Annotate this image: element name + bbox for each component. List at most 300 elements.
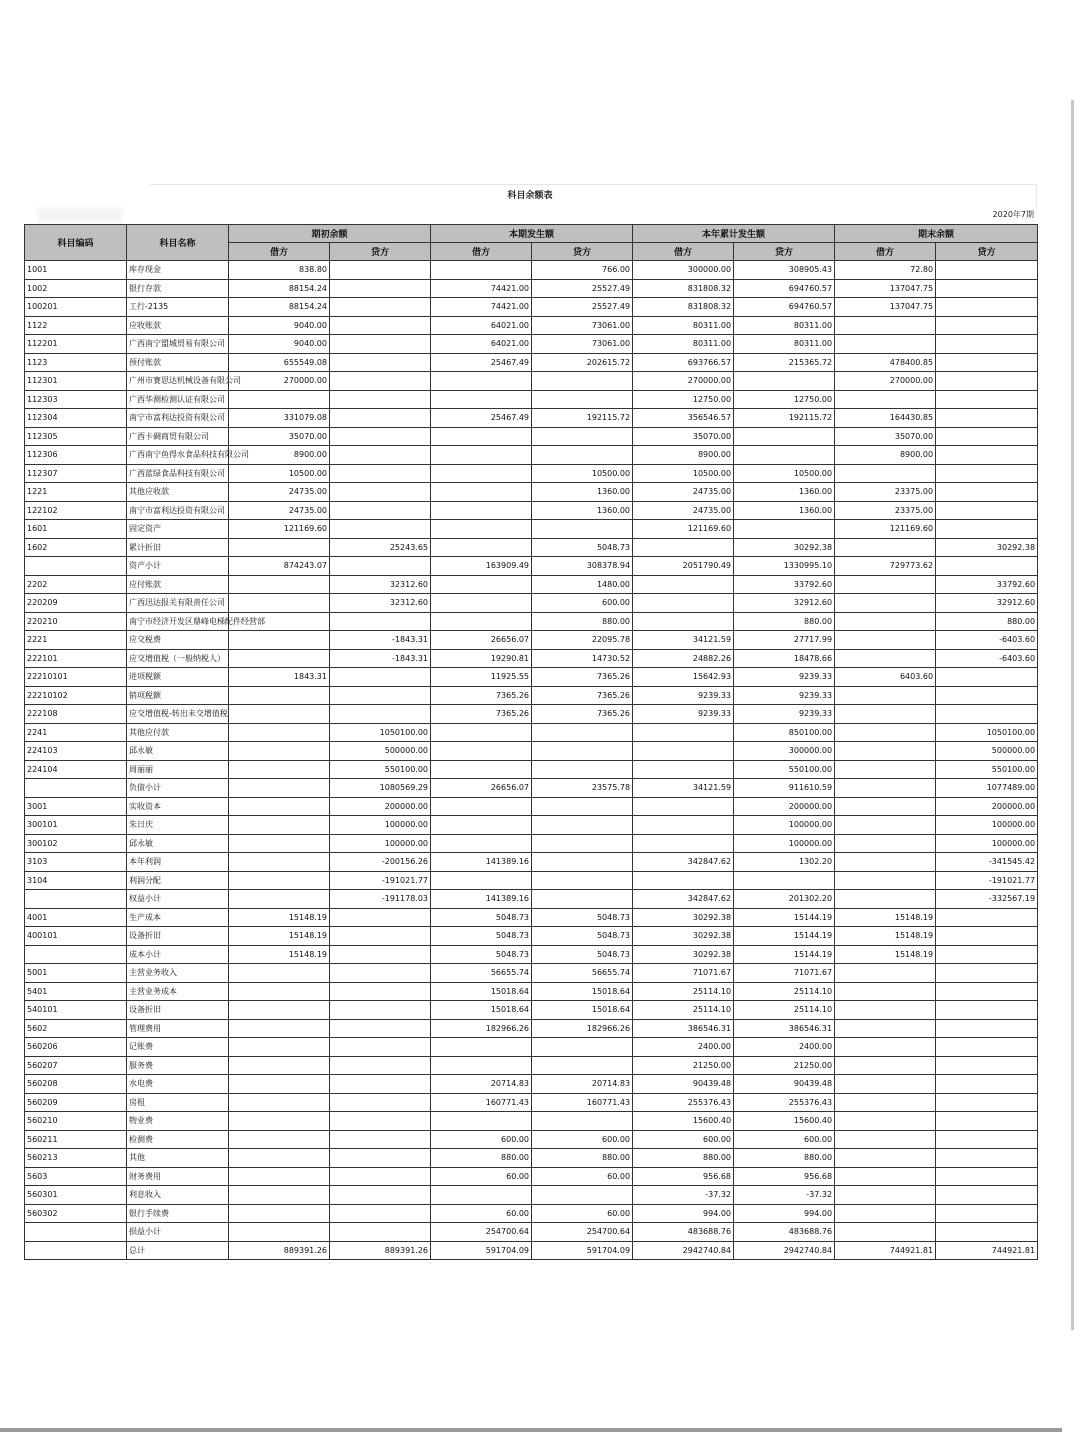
cell-closing-credit <box>936 1093 1038 1112</box>
cell-closing-debit <box>835 853 936 872</box>
cell-name: 广西蓝绿食品科技有限公司 <box>127 464 229 483</box>
table-row <box>25 298 1038 317</box>
cell-opening-credit: 100000.00 <box>330 816 431 835</box>
cell-period-debit: 56655.74 <box>431 964 532 983</box>
cell-ytd-debit: -37.32 <box>633 1186 734 1205</box>
cell-code: 1002 <box>25 279 127 298</box>
cell-period-debit: 60.00 <box>431 1204 532 1223</box>
cell-code: 112307 <box>25 464 127 483</box>
cell-opening-credit: -1843.31 <box>330 631 431 650</box>
cell-closing-credit <box>936 353 1038 372</box>
header-debit: 借方 <box>633 243 734 261</box>
cell-opening-debit <box>229 1204 330 1223</box>
cell-name: 应收账款 <box>127 316 229 335</box>
cell-period-credit: 1360.00 <box>532 483 633 502</box>
cell-name: 负债小计 <box>127 779 229 798</box>
cell-period-debit <box>431 575 532 594</box>
cell-period-credit <box>532 446 633 465</box>
table-row <box>25 335 1038 354</box>
cell-closing-credit: 1050100.00 <box>936 723 1038 742</box>
cell-ytd-debit: 34121.59 <box>633 779 734 798</box>
cell-name: 损益小计 <box>127 1223 229 1242</box>
cell-period-credit <box>532 1112 633 1131</box>
table-row <box>25 723 1038 742</box>
cell-ytd-debit: 90439.48 <box>633 1075 734 1094</box>
cell-closing-credit: 33792.60 <box>936 575 1038 594</box>
cell-code: 300102 <box>25 834 127 853</box>
cell-period-credit <box>532 834 633 853</box>
table-row <box>25 409 1038 428</box>
cell-ytd-credit: 880.00 <box>734 612 835 631</box>
cell-opening-credit <box>330 427 431 446</box>
cell-opening-credit <box>330 316 431 335</box>
cell-period-debit <box>431 723 532 742</box>
cell-code: 4001 <box>25 908 127 927</box>
cell-name: 广西华测检测认证有限公司 <box>127 390 229 409</box>
cell-opening-credit <box>330 1001 431 1020</box>
cell-ytd-credit: 80311.00 <box>734 335 835 354</box>
table-row <box>25 501 1038 520</box>
cell-name: 广西迅达报关有限责任公司 <box>127 594 229 613</box>
cell-period-credit: 1480.00 <box>532 575 633 594</box>
cell-ytd-credit: 850100.00 <box>734 723 835 742</box>
cell-period-credit: 600.00 <box>532 594 633 613</box>
cell-opening-credit <box>330 1019 431 1038</box>
cell-closing-debit <box>835 1001 936 1020</box>
table-row <box>25 890 1038 909</box>
cell-closing-debit <box>835 390 936 409</box>
cell-name: 南宁市富利达投资有限公司 <box>127 501 229 520</box>
cell-ytd-credit: 694760.57 <box>734 298 835 317</box>
cell-closing-debit: 72.80 <box>835 261 936 280</box>
cell-name: 应付账款 <box>127 575 229 594</box>
cell-opening-debit: 24735.00 <box>229 501 330 520</box>
cell-period-debit: 15018.64 <box>431 1001 532 1020</box>
cell-opening-debit <box>229 686 330 705</box>
cell-period-debit <box>431 871 532 890</box>
cell-name: 广西卡碉商贸有限公司 <box>127 427 229 446</box>
cell-closing-credit <box>936 279 1038 298</box>
table-row <box>25 1186 1038 1205</box>
cell-name: 应交税费 <box>127 631 229 650</box>
cell-opening-debit <box>229 742 330 761</box>
cell-name: 销项税额 <box>127 686 229 705</box>
cell-name: 其他应收款 <box>127 483 229 502</box>
cell-ytd-debit <box>633 723 734 742</box>
header-debit: 借方 <box>835 243 936 261</box>
table-row <box>25 538 1038 557</box>
table-row <box>25 668 1038 687</box>
cell-closing-debit <box>835 760 936 779</box>
cell-period-debit: 60.00 <box>431 1167 532 1186</box>
cell-period-debit: 254700.64 <box>431 1223 532 1242</box>
cell-code <box>25 1223 127 1242</box>
cell-name: 本年利润 <box>127 853 229 872</box>
cell-period-debit: 141389.16 <box>431 890 532 909</box>
cell-opening-credit <box>330 1056 431 1075</box>
cell-ytd-credit: 956.68 <box>734 1167 835 1186</box>
table-row <box>25 686 1038 705</box>
cell-period-credit <box>532 427 633 446</box>
table-row <box>25 1204 1038 1223</box>
cell-closing-debit: 137047.75 <box>835 298 936 317</box>
cell-opening-credit <box>330 1075 431 1094</box>
cell-period-debit <box>431 372 532 391</box>
cell-opening-debit: 15148.19 <box>229 908 330 927</box>
cell-ytd-debit <box>633 575 734 594</box>
cell-period-credit: 1360.00 <box>532 501 633 520</box>
cell-closing-credit: 30292.38 <box>936 538 1038 557</box>
cell-opening-debit <box>229 705 330 724</box>
cell-closing-debit <box>835 594 936 613</box>
cell-name: 银行存款 <box>127 279 229 298</box>
cell-code: 112305 <box>25 427 127 446</box>
cell-code: 220209 <box>25 594 127 613</box>
cell-period-credit: 60.00 <box>532 1204 633 1223</box>
cell-closing-debit <box>835 1223 936 1242</box>
cell-period-credit: 7365.26 <box>532 705 633 724</box>
cell-period-credit: 880.00 <box>532 1149 633 1168</box>
cell-closing-credit <box>936 446 1038 465</box>
cell-closing-credit: -191021.77 <box>936 871 1038 890</box>
cell-ytd-credit: 1360.00 <box>734 483 835 502</box>
cell-opening-credit <box>330 705 431 724</box>
table-row <box>25 1112 1038 1131</box>
cell-period-credit: 56655.74 <box>532 964 633 983</box>
cell-ytd-credit: 386546.31 <box>734 1019 835 1038</box>
cell-code: 224103 <box>25 742 127 761</box>
cell-opening-credit <box>330 1130 431 1149</box>
cell-code: 5401 <box>25 982 127 1001</box>
cell-ytd-credit: 100000.00 <box>734 816 835 835</box>
cell-opening-credit: 1080569.29 <box>330 779 431 798</box>
cell-ytd-credit: 10500.00 <box>734 464 835 483</box>
cell-ytd-debit: 831808.32 <box>633 298 734 317</box>
table-row <box>25 520 1038 539</box>
cell-period-debit: 15018.64 <box>431 982 532 1001</box>
cell-opening-credit <box>330 1167 431 1186</box>
cell-opening-credit <box>330 964 431 983</box>
cell-period-credit <box>532 1186 633 1205</box>
cell-period-credit: 7365.26 <box>532 668 633 687</box>
cell-name: 水电费 <box>127 1075 229 1094</box>
cell-code: 560213 <box>25 1149 127 1168</box>
cell-closing-debit <box>835 335 936 354</box>
table-row <box>25 797 1038 816</box>
cell-closing-debit <box>835 723 936 742</box>
cell-name: 库存现金 <box>127 261 229 280</box>
cell-name: 广西南宁鱼得水食品科技有限公司 <box>127 446 229 465</box>
cell-closing-credit <box>936 1149 1038 1168</box>
cell-opening-debit <box>229 575 330 594</box>
cell-period-debit: 5048.73 <box>431 945 532 964</box>
cell-ytd-debit: 270000.00 <box>633 372 734 391</box>
cell-opening-credit <box>330 464 431 483</box>
cell-code <box>25 557 127 576</box>
cell-ytd-credit: 33792.60 <box>734 575 835 594</box>
cell-opening-credit: -191178.03 <box>330 890 431 909</box>
cell-ytd-credit <box>734 446 835 465</box>
cell-closing-credit <box>936 927 1038 946</box>
cell-ytd-credit: 1302.20 <box>734 853 835 872</box>
cell-opening-debit <box>229 538 330 557</box>
cell-code: 100201 <box>25 298 127 317</box>
cell-opening-debit: 9040.00 <box>229 335 330 354</box>
header-period-amount: 本期发生额 <box>431 225 633 243</box>
cell-code: 122102 <box>25 501 127 520</box>
table-row <box>25 261 1038 280</box>
cell-ytd-credit: 694760.57 <box>734 279 835 298</box>
cell-period-credit <box>532 816 633 835</box>
cell-closing-debit <box>835 649 936 668</box>
cell-period-credit: 5048.73 <box>532 927 633 946</box>
table-row <box>25 1038 1038 1057</box>
cell-ytd-debit: 21250.00 <box>633 1056 734 1075</box>
cell-closing-debit: 35070.00 <box>835 427 936 446</box>
cell-name: 管理费用 <box>127 1019 229 1038</box>
table-row <box>25 1001 1038 1020</box>
cell-opening-debit <box>229 1001 330 1020</box>
cell-period-credit <box>532 853 633 872</box>
cell-closing-debit: 23375.00 <box>835 483 936 502</box>
cell-opening-credit <box>330 520 431 539</box>
cell-opening-credit: -1843.31 <box>330 649 431 668</box>
cell-code: 560210 <box>25 1112 127 1131</box>
cell-ytd-credit: 15144.19 <box>734 908 835 927</box>
cell-opening-credit: -191021.77 <box>330 871 431 890</box>
cell-closing-debit <box>835 797 936 816</box>
cell-ytd-credit: 12750.00 <box>734 390 835 409</box>
cell-opening-debit: 838.80 <box>229 261 330 280</box>
cell-period-debit: 7365.26 <box>431 705 532 724</box>
header-credit: 贷方 <box>532 243 633 261</box>
cell-period-debit: 7365.26 <box>431 686 532 705</box>
table-row <box>25 779 1038 798</box>
cell-closing-credit: 880.00 <box>936 612 1038 631</box>
cell-period-debit <box>431 390 532 409</box>
cell-ytd-credit <box>734 372 835 391</box>
cell-name: 预付账款 <box>127 353 229 372</box>
cell-closing-credit: -332567.19 <box>936 890 1038 909</box>
cell-closing-credit: 500000.00 <box>936 742 1038 761</box>
cell-opening-debit <box>229 834 330 853</box>
cell-opening-debit: 8900.00 <box>229 446 330 465</box>
cell-name: 工行-2135 <box>127 298 229 317</box>
cell-closing-credit: 744921.81 <box>936 1241 1038 1260</box>
cell-name: 总计 <box>127 1241 229 1260</box>
cell-period-credit: 22095.78 <box>532 631 633 650</box>
cell-closing-debit <box>835 982 936 1001</box>
cell-closing-debit: 6403.60 <box>835 668 936 687</box>
cell-opening-credit: 25243.65 <box>330 538 431 557</box>
cell-ytd-credit: 15600.40 <box>734 1112 835 1131</box>
table-row <box>25 853 1038 872</box>
table-row <box>25 316 1038 335</box>
cell-code: 1123 <box>25 353 127 372</box>
cell-code: 112303 <box>25 390 127 409</box>
cell-ytd-debit: 9239.33 <box>633 686 734 705</box>
table-row <box>25 575 1038 594</box>
cell-period-credit: 15018.64 <box>532 982 633 1001</box>
cell-closing-debit <box>835 538 936 557</box>
cell-ytd-credit: 21250.00 <box>734 1056 835 1075</box>
cell-closing-debit: 478400.85 <box>835 353 936 372</box>
cell-period-debit <box>431 742 532 761</box>
cell-closing-credit: 100000.00 <box>936 834 1038 853</box>
table-header <box>25 225 1038 261</box>
table-row <box>25 816 1038 835</box>
cell-opening-debit <box>229 1223 330 1242</box>
cell-opening-debit: 655549.08 <box>229 353 330 372</box>
cell-closing-debit <box>835 1019 936 1038</box>
cell-period-debit <box>431 1112 532 1131</box>
cell-code <box>25 890 127 909</box>
cell-period-debit <box>431 483 532 502</box>
cell-name: 南宁市经济开发区鼎峰电梯配件经营部 <box>127 612 229 631</box>
cell-name: 设备折旧 <box>127 1001 229 1020</box>
cell-closing-credit <box>936 390 1038 409</box>
cell-opening-debit: 24735.00 <box>229 483 330 502</box>
cell-ytd-debit: 994.00 <box>633 1204 734 1223</box>
cell-ytd-credit: 2400.00 <box>734 1038 835 1057</box>
cell-ytd-debit: 831808.32 <box>633 279 734 298</box>
cell-period-debit: 5048.73 <box>431 908 532 927</box>
cell-opening-credit <box>330 945 431 964</box>
cell-opening-debit: 15148.19 <box>229 927 330 946</box>
table-row <box>25 1241 1038 1260</box>
cell-period-credit: 10500.00 <box>532 464 633 483</box>
cell-ytd-debit: 71071.67 <box>633 964 734 983</box>
cell-closing-credit <box>936 464 1038 483</box>
cell-period-credit: 73061.00 <box>532 335 633 354</box>
cell-ytd-credit: 994.00 <box>734 1204 835 1223</box>
cell-name: 南宁市富利达投资有限公司 <box>127 409 229 428</box>
cell-ytd-credit: -37.32 <box>734 1186 835 1205</box>
cell-closing-credit <box>936 298 1038 317</box>
cell-closing-credit <box>936 316 1038 335</box>
cell-period-debit <box>431 261 532 280</box>
cell-ytd-credit <box>734 871 835 890</box>
cell-period-credit: 5048.73 <box>532 538 633 557</box>
cell-name: 其他 <box>127 1149 229 1168</box>
cell-period-debit: 19290.81 <box>431 649 532 668</box>
cell-closing-credit <box>936 1167 1038 1186</box>
cell-period-credit: 20714.83 <box>532 1075 633 1094</box>
cell-opening-debit <box>229 1019 330 1038</box>
cell-period-debit: 880.00 <box>431 1149 532 1168</box>
cell-period-debit <box>431 446 532 465</box>
cell-ytd-debit: 121169.60 <box>633 520 734 539</box>
cell-period-debit <box>431 594 532 613</box>
cell-opening-debit <box>229 1093 330 1112</box>
cell-opening-debit <box>229 871 330 890</box>
cell-code: 560302 <box>25 1204 127 1223</box>
cell-ytd-debit: 300000.00 <box>633 261 734 280</box>
cell-code: 112201 <box>25 335 127 354</box>
cell-ytd-debit <box>633 538 734 557</box>
cell-code: 5001 <box>25 964 127 983</box>
cell-opening-credit <box>330 908 431 927</box>
cell-code: 560206 <box>25 1038 127 1057</box>
cell-closing-debit <box>835 1130 936 1149</box>
cell-closing-credit <box>936 908 1038 927</box>
cell-ytd-credit: 32912.60 <box>734 594 835 613</box>
cell-opening-credit <box>330 261 431 280</box>
cell-opening-debit <box>229 1186 330 1205</box>
cell-ytd-debit <box>633 834 734 853</box>
cell-closing-debit <box>835 575 936 594</box>
cell-opening-debit: 270000.00 <box>229 372 330 391</box>
cell-name: 资产小计 <box>127 557 229 576</box>
cell-period-debit: 160771.43 <box>431 1093 532 1112</box>
cell-closing-debit <box>835 890 936 909</box>
cell-name: 广州市赛思达机械设备有限公司 <box>127 372 229 391</box>
cell-closing-credit: -6403.60 <box>936 649 1038 668</box>
cell-opening-credit <box>330 668 431 687</box>
header-closing-balance: 期末余额 <box>835 225 1038 243</box>
cell-ytd-debit: 80311.00 <box>633 316 734 335</box>
cell-ytd-debit: 483688.76 <box>633 1223 734 1242</box>
cell-ytd-debit: 25114.10 <box>633 982 734 1001</box>
cell-name: 实收资本 <box>127 797 229 816</box>
cell-code: 112304 <box>25 409 127 428</box>
cell-opening-debit <box>229 797 330 816</box>
cell-name: 检测费 <box>127 1130 229 1149</box>
cell-ytd-credit: 80311.00 <box>734 316 835 335</box>
cell-closing-debit <box>835 1112 936 1131</box>
cell-ytd-credit: 25114.10 <box>734 1001 835 1020</box>
cell-ytd-credit: 2942740.84 <box>734 1241 835 1260</box>
table-row <box>25 483 1038 502</box>
table-row <box>25 945 1038 964</box>
cell-ytd-debit: 2400.00 <box>633 1038 734 1057</box>
cell-closing-credit: 32912.60 <box>936 594 1038 613</box>
cell-opening-debit <box>229 723 330 742</box>
table-row <box>25 1075 1038 1094</box>
cell-closing-debit <box>835 779 936 798</box>
cell-ytd-debit: 255376.43 <box>633 1093 734 1112</box>
cell-closing-credit <box>936 1204 1038 1223</box>
table-row <box>25 279 1038 298</box>
cell-period-debit: 64021.00 <box>431 335 532 354</box>
cell-opening-credit <box>330 483 431 502</box>
cell-closing-debit: 164430.85 <box>835 409 936 428</box>
cell-name: 广西南宁盟城贸易有限公司 <box>127 335 229 354</box>
cell-closing-credit <box>936 409 1038 428</box>
cell-opening-debit <box>229 1149 330 1168</box>
cell-closing-credit <box>936 520 1038 539</box>
cell-ytd-credit: 600.00 <box>734 1130 835 1149</box>
cell-closing-debit: 15148.19 <box>835 945 936 964</box>
cell-name: 物业费 <box>127 1112 229 1131</box>
cell-closing-credit <box>936 1019 1038 1038</box>
cell-ytd-credit: 27717.99 <box>734 631 835 650</box>
cell-code: 560211 <box>25 1130 127 1149</box>
cell-name: 记账费 <box>127 1038 229 1057</box>
cell-closing-debit <box>835 464 936 483</box>
cell-closing-debit <box>835 686 936 705</box>
page-edge-shadow <box>1071 100 1074 1330</box>
cell-period-credit: 5048.73 <box>532 908 633 927</box>
cell-closing-debit <box>835 316 936 335</box>
cell-closing-debit <box>835 1056 936 1075</box>
cell-period-credit: 766.00 <box>532 261 633 280</box>
cell-ytd-credit: 308905.43 <box>734 261 835 280</box>
table-row <box>25 908 1038 927</box>
cell-period-debit: 591704.09 <box>431 1241 532 1260</box>
cell-period-debit <box>431 1038 532 1057</box>
cell-period-debit <box>431 538 532 557</box>
